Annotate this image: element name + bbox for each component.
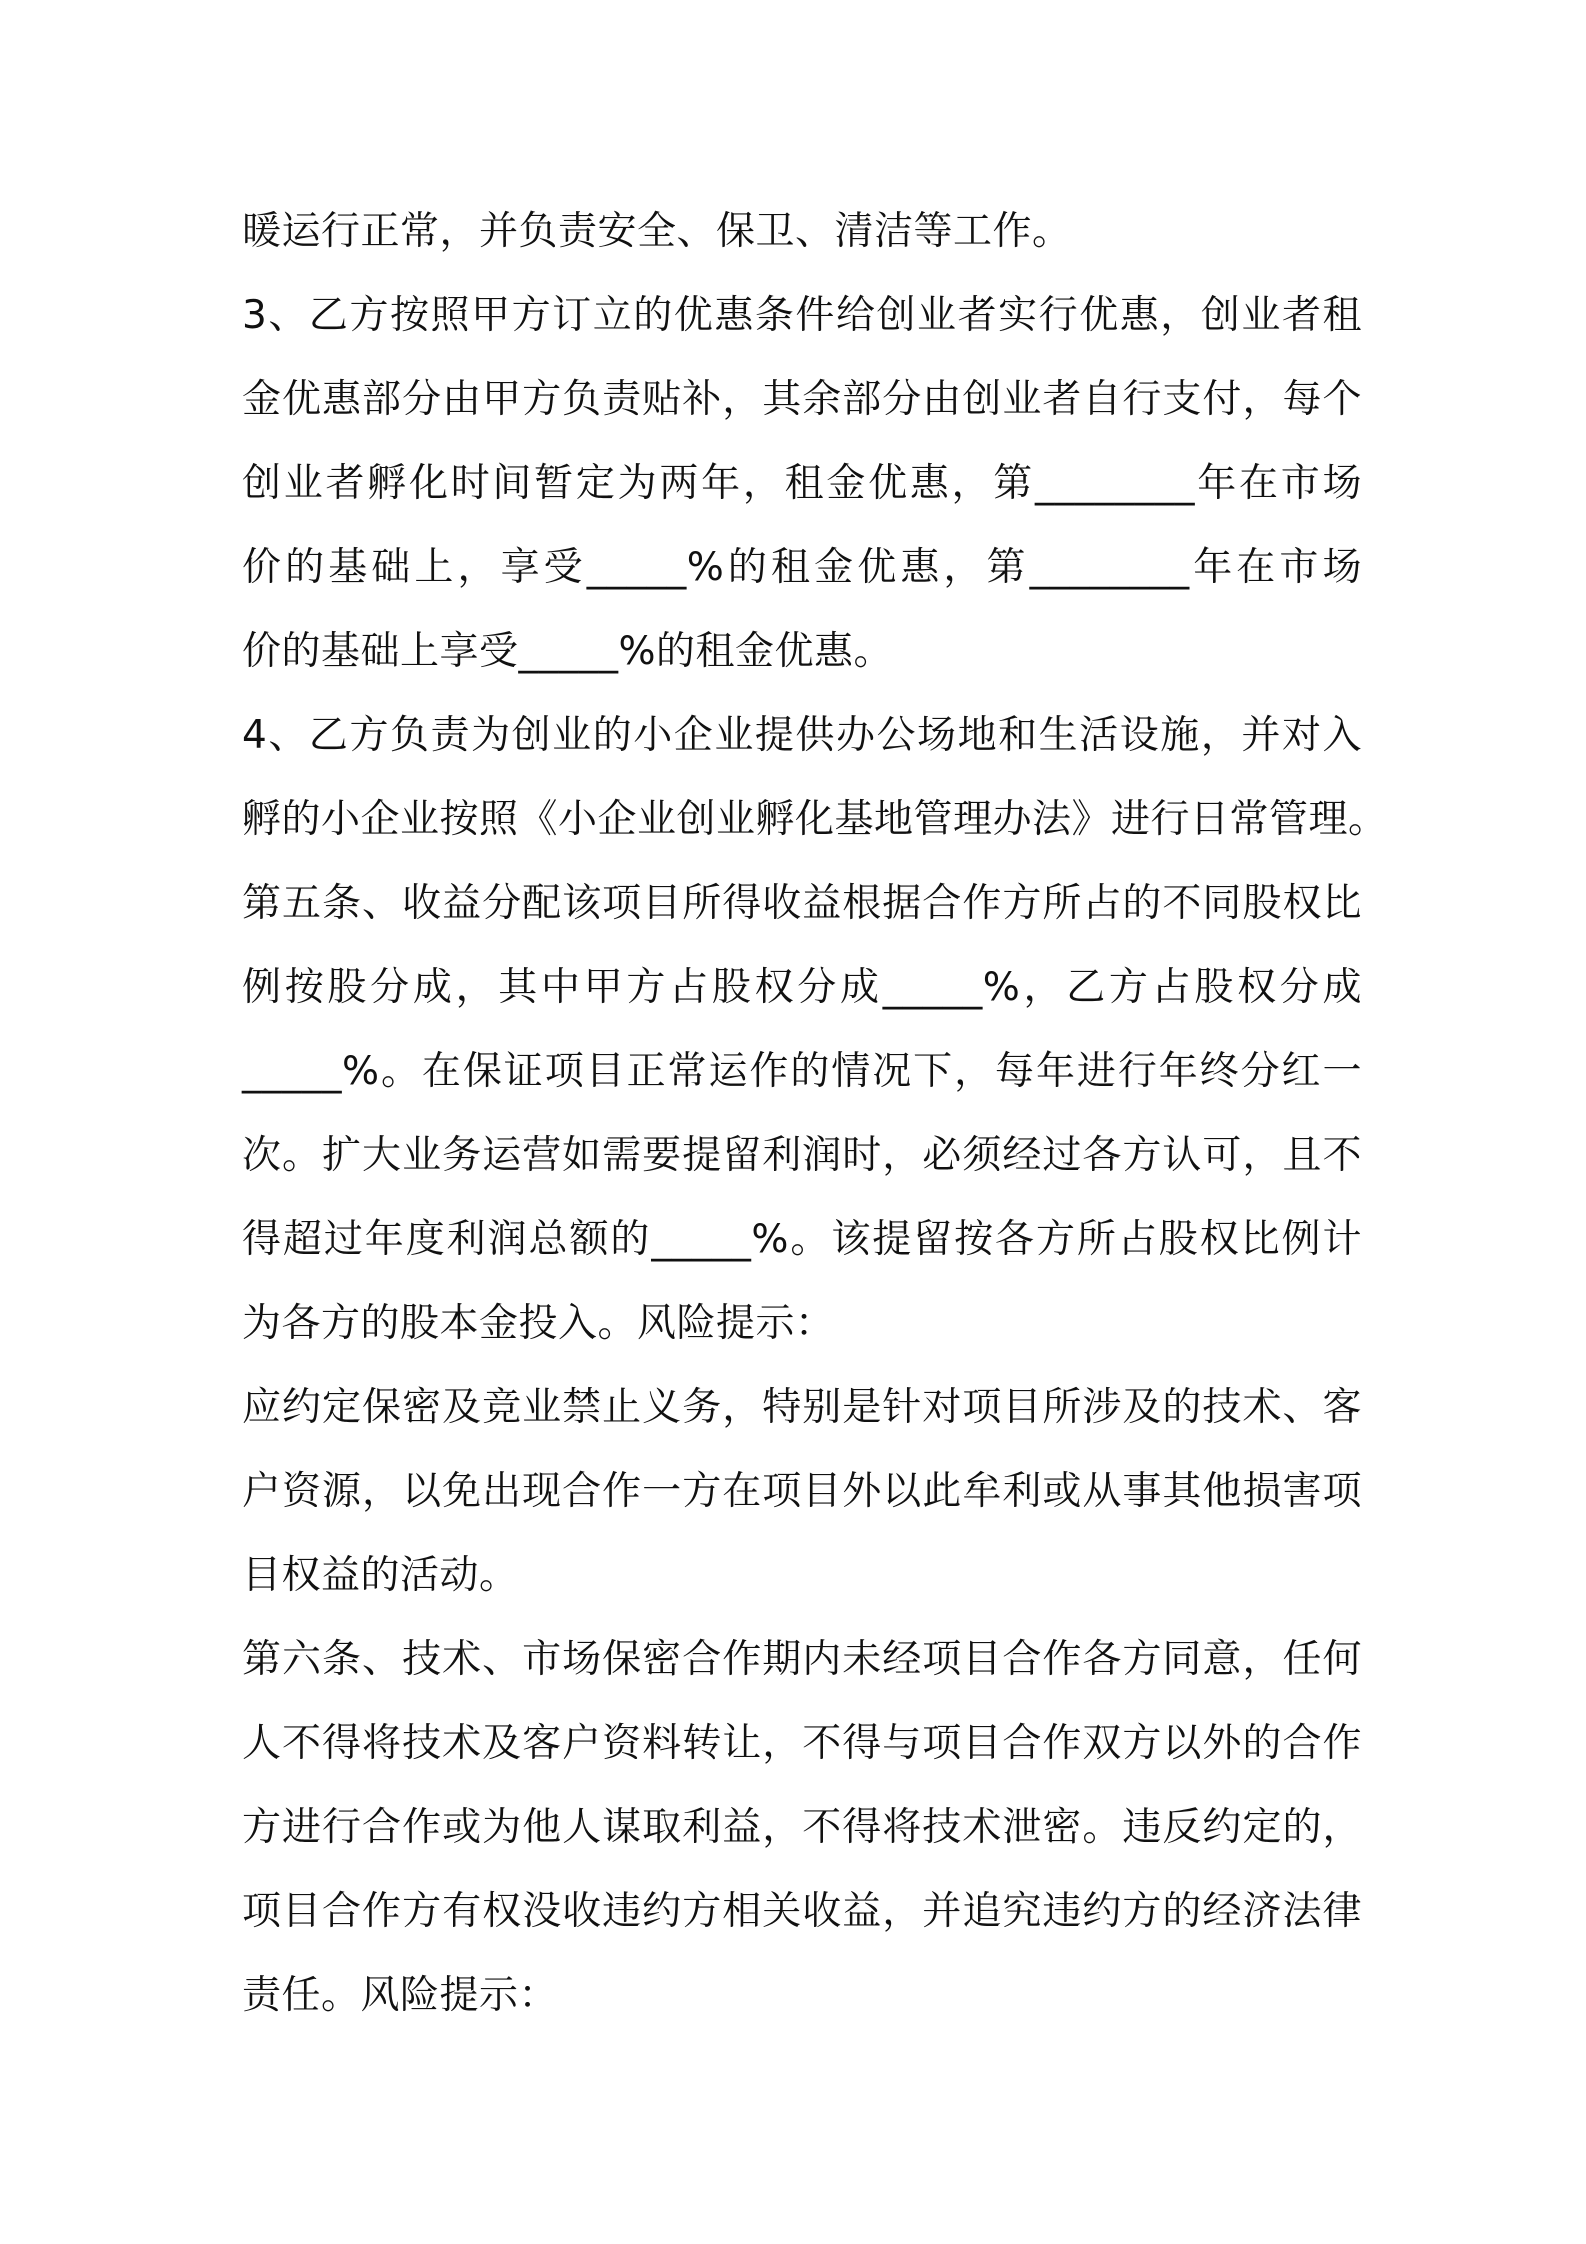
document-line: 暖运行正常，并负责安全、保卫、清洁等工作。: [242, 209, 1072, 254]
document-line: 创业者孵化时间暂定为两年，租金优惠，第________年在市场: [242, 461, 1362, 506]
document-line: 例按股分成，其中甲方占股权分成_____%，乙方占股权分成: [242, 965, 1362, 1010]
document-line: 责任。风险提示：: [242, 1973, 559, 2018]
document-line: _____%。在保证项目正常运作的情况下，每年进行年终分红一: [242, 1049, 1362, 1094]
document-line: 为各方的股本金投入。风险提示：: [242, 1301, 835, 1346]
document-line: 价的基础上享受_____%的租金优惠。: [242, 629, 894, 674]
document-line: 第六条、技术、市场保密合作期内未经项目合作各方同意，任何: [242, 1637, 1362, 1682]
document-line: 应约定保密及竞业禁止义务，特别是针对项目所涉及的技术、客: [242, 1385, 1362, 1430]
document-line: 户资源，以免出现合作一方在项目外以此牟利或从事其他损害项: [242, 1469, 1362, 1514]
document-line: 人不得将技术及客户资料转让，不得与项目合作双方以外的合作: [242, 1721, 1362, 1766]
document-line: 方进行合作或为他人谋取利益，不得将技术泄密。违反约定的，: [242, 1805, 1362, 1850]
document-line: 价的基础上，享受_____%的租金优惠，第________年在市场: [242, 545, 1362, 590]
document-line: 项目合作方有权没收违约方相关收益，并追究违约方的经济法律: [242, 1889, 1362, 1934]
document-line: 得超过年度利润总额的_____%。该提留按各方所占股权比例计: [242, 1217, 1362, 1262]
document-line: 目权益的活动。: [242, 1553, 519, 1598]
document-body: [242, 190, 1388, 2038]
document-line: 4、乙方负责为创业的小企业提供办公场地和生活设施，并对入: [242, 713, 1362, 758]
document-line: 孵的小企业按照《小企业创业孵化基地管理办法》进行日常管理。: [242, 797, 1388, 842]
document-line: 金优惠部分由甲方负责贴补，其余部分由创业者自行支付，每个: [242, 377, 1362, 422]
document-line: 次。扩大业务运营如需要提留利润时，必须经过各方认可，且不: [242, 1133, 1362, 1178]
document-line: 3、乙方按照甲方订立的优惠条件给创业者实行优惠，创业者租: [242, 293, 1362, 338]
document-line: 第五条、收益分配该项目所得收益根据合作方所占的不同股权比: [242, 881, 1362, 926]
